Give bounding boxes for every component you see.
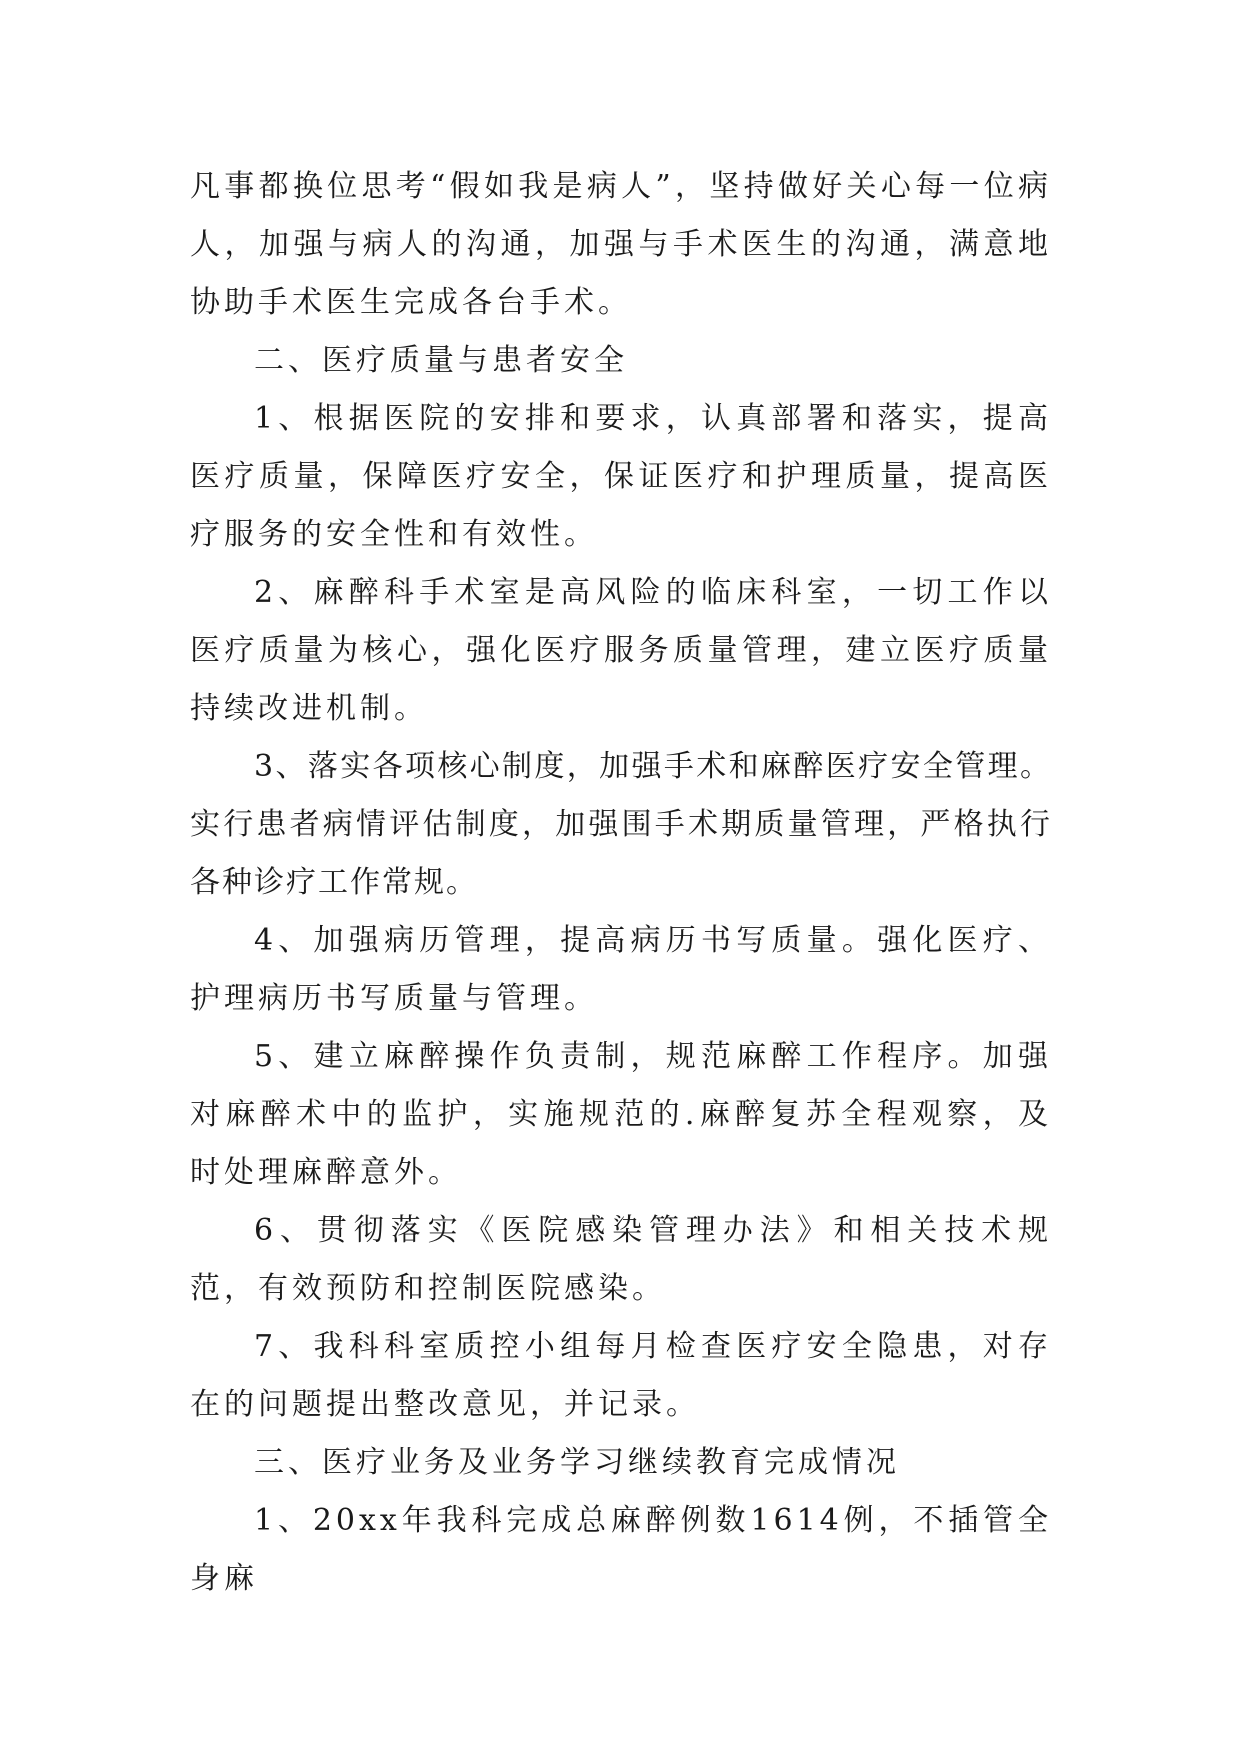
paragraph-continuation: 凡事都换位思考“假如我是病人”，坚持做好关心每一位病人，加强与病人的沟通，加强与手术医生的沟通，满意地协助手术医生完成各台手术。 [190, 169, 1052, 320]
section-heading-business-education: 三、医疗业务及业务学习继续教育完成情况 [254, 1445, 900, 1480]
paragraph-item-1: 1、根据医院的安排和要求，认真部署和落实，提高医疗质量，保障医疗安全，保证医疗和护理质量，提高医疗服务的安全性和有效性。 [190, 401, 1052, 552]
paragraph-item-3: 3、落实各项核心制度，加强手术和麻醉医疗安全管理。实行患者病情评估制度，加强围手术期质量管理，严格执行各种诊疗工作常规。 [190, 749, 1052, 900]
section-heading-quality-safety: 二、医疗质量与患者安全 [254, 343, 628, 378]
paragraph-item-4: 4、加强病历管理，提高病历书写质量。强化医疗、护理病历书写质量与管理。 [190, 923, 1052, 1016]
paragraph-item-7: 7、我科科室质控小组每月检查医疗安全隐患，对存在的问题提出整改意见，并记录。 [190, 1329, 1052, 1422]
paragraph-item-6: 6、贯彻落实《医院感染管理办法》和相关技术规范，有效预防和控制医院感染。 [190, 1213, 1052, 1306]
document-body [190, 158, 1052, 1608]
paragraph-item-5: 5、建立麻醉操作负责制，规范麻醉工作程序。加强对麻醉术中的监护，实施规范的.麻醉复苏全程观察，及时处理麻醉意外。 [190, 1039, 1052, 1190]
paragraph-item-8: 1、20xx年我科完成总麻醉例数1614例，不插管全身麻 [190, 1503, 1052, 1596]
paragraph-item-2: 2、麻醉科手术室是高风险的临床科室，一切工作以医疗质量为核心，强化医疗服务质量管理，建立医疗质量持续改进机制。 [190, 575, 1052, 726]
